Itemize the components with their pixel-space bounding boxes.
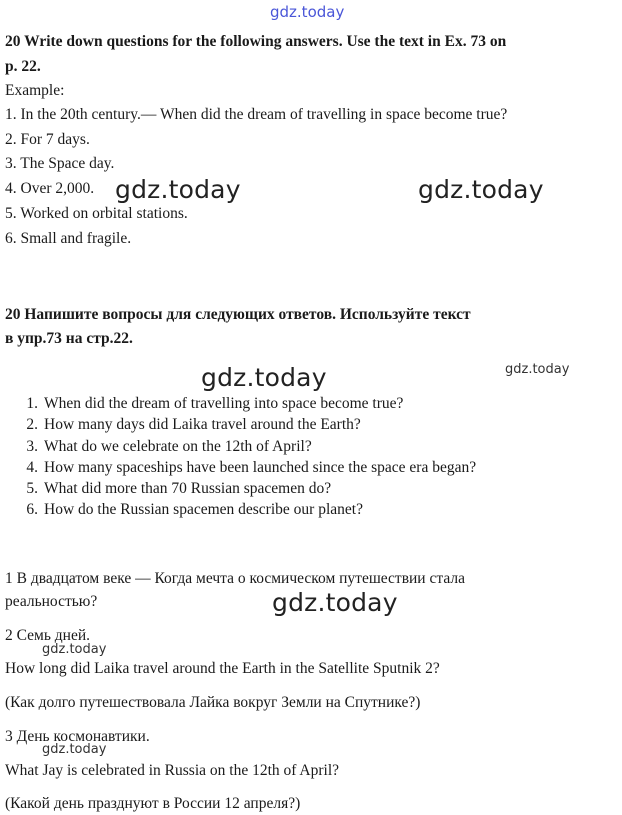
example-label: Example: — [5, 82, 65, 99]
watermark: gdz.today — [418, 175, 544, 204]
exercise-title-en: 20 Write down questions for the following answers. Use the text in Ex. 73 on — [5, 33, 507, 50]
note-3-question-ru: (Какой день празднуют в России 12 апреля?) — [5, 795, 301, 812]
question-number: 2. — [26, 416, 38, 434]
question-item — [12, 393, 476, 414]
question-item — [12, 414, 476, 435]
note-3-question-en: What Jay is celebrated in Russia on the 12th of April? — [5, 762, 340, 779]
answer-item: 6. Small and fragile. — [5, 230, 132, 247]
question-number: 1. — [26, 395, 38, 412]
note-2-label: 2 Семь дней. — [5, 627, 91, 644]
watermark-small: gdz.today — [42, 742, 107, 757]
question-item — [12, 457, 476, 478]
answer-item: 1. In the 20th century.— When did the dream of travelling in space become true? — [5, 106, 508, 123]
question-text: What did more than 70 Russian spacemen do? — [44, 480, 332, 498]
note-3-label: 3 День космонавтики. — [5, 728, 150, 745]
watermark-top: gdz.today — [270, 3, 345, 21]
watermark: gdz.today — [115, 175, 241, 204]
exercise-title-ru: 20 Напишите вопросы для следующих ответов. Используйте текст — [5, 306, 471, 323]
question-number: 5. — [26, 480, 38, 498]
note-2-question-ru: (Как долго путешествовала Лайка вокруг Земли на Спутнике?) — [5, 694, 421, 711]
exercise-title-ru-cont: в упр.73 на стр.22. — [5, 330, 133, 347]
question-number: 3. — [26, 437, 38, 455]
question-text: How many days did Laika travel around the Earth? — [44, 416, 361, 434]
watermark-small: gdz.today — [505, 362, 570, 377]
note-1-line2: реальностью? — [5, 593, 98, 610]
question-item — [12, 436, 476, 457]
watermark: gdz.today — [272, 588, 398, 617]
answer-item: 4. Over 2,000. — [5, 180, 95, 197]
answer-item: 2. For 7 days. — [5, 131, 90, 148]
watermark-small: gdz.today — [42, 642, 107, 657]
question-text: How do the Russian spacemen describe our planet? — [44, 501, 363, 519]
answer-item: 5. Worked on orbital stations. — [5, 205, 188, 222]
exercise-title-en-cont: p. 22. — [5, 58, 41, 75]
question-text: When did the dream of travelling into space become true? — [44, 395, 404, 412]
question-item — [12, 478, 476, 499]
answer-item: 3. The Space day. — [5, 155, 115, 172]
question-text: How many spaceships have been launched since the space era began? — [44, 458, 477, 476]
watermark: gdz.today — [201, 363, 327, 392]
note-2-question-en: How long did Laika travel around the Earth in the Satellite Sputnik 2? — [5, 660, 440, 677]
question-item — [12, 499, 476, 520]
question-number: 6. — [26, 501, 38, 519]
question-text: What do we celebrate on the 12th of April? — [44, 437, 312, 455]
questions-list — [12, 393, 476, 521]
note-1-line1: 1 В двадцатом веке — Когда мечта о космическом путешествии стала — [5, 570, 465, 587]
question-number: 4. — [26, 458, 38, 476]
